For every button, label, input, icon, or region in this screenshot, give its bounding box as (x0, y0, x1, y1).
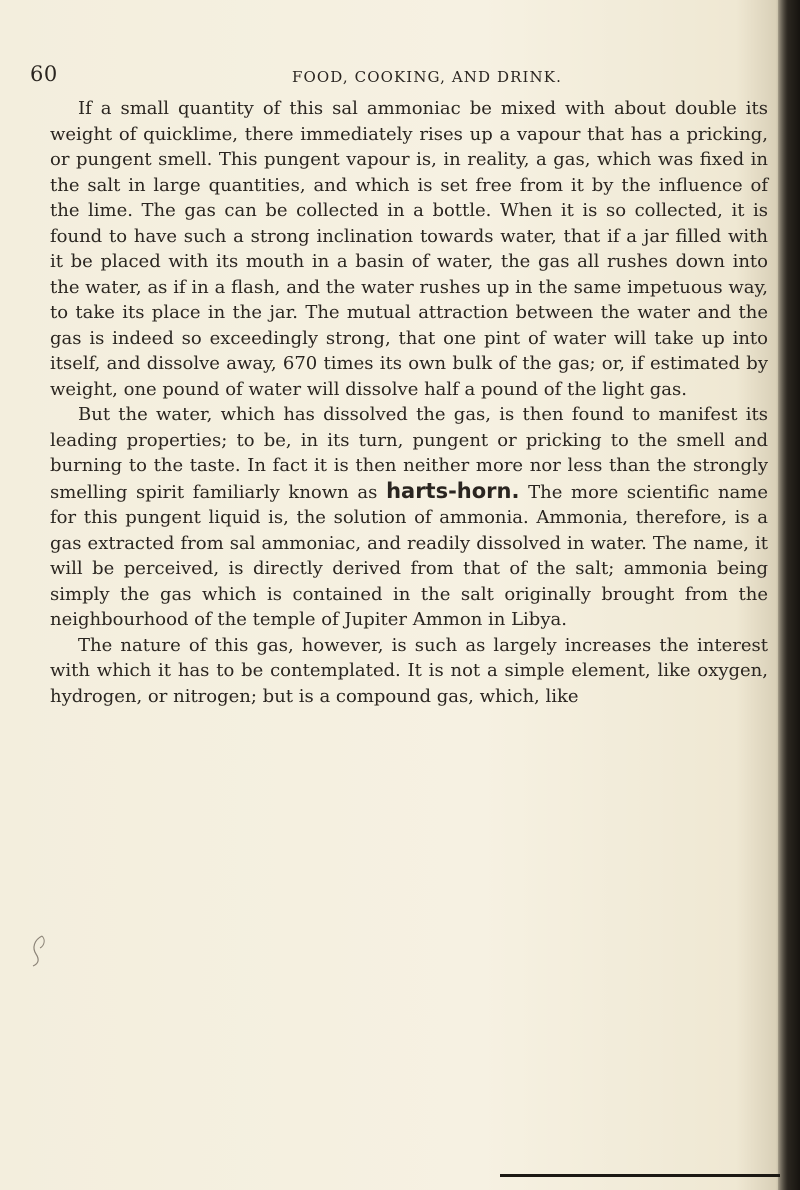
paragraph-3: The nature of this gas, however, is such as largely increases the interest with which it has to be contemplated. It is not a simple element, like oxygen, hydrogen, or nitrogen; but is a compound gas, which, like (50, 634, 768, 707)
page-binding-edge (778, 0, 800, 1190)
body-text (50, 96, 768, 709)
paragraph-1: If a small quantity of this sal ammoniac be mixed with about double its weight of quicklime, there immediately rises up a vapour that has a pricking, or pungent smell. This pungent vapour is, in reality, a gas, which was fixed in the salt in large quantities, and which is set free from it by the influence of the lime. The gas can be collected in a bottle. When it is so collected, it is found to have such a strong inclination towards water, that if a jar filled with it be placed with its mouth in a basin of water, the gas all rushes down into the water, as if in a flash, and the water rushes up in the same impetuous way, to take its place in the jar. The mutual attraction between the water and the gas is indeed so exceedingly strong, that one pint of water will take up into itself, and dissolve away, 670 times its own bulk of the gas; or, if estimated by weight, one pound of water will dissolve half a pound of the light gas. (50, 98, 768, 400)
bottom-rule (500, 1174, 780, 1177)
page-number: 60 (30, 62, 58, 86)
term-harts-horn: harts-horn. (386, 478, 520, 503)
pencil-mark-icon (30, 934, 50, 968)
running-head: FOOD, COOKING, AND DRINK. (292, 68, 562, 86)
paragraph-2-text-after: The more scientific name for this pungent liquid is, the solution of ammonia. Ammonia, therefore, is a gas extracted from sal ammoniac, and readily dissolved in water. The name, it will be perceived, is directly derived from that of the salt; ammonia being simply the gas which is contained in the salt originally brought from the neighbourhood of the temple of Jupiter Ammon in Libya. (50, 481, 768, 630)
paragraph-2-text-before: But the water, which has dissolved the gas, is then found to manifest its leading properties; to be, in its turn, pungent or pricking to the smell and burning to the taste. In fact it is then neither more nor less than the strongly smelling spirit familiarly known as (50, 404, 768, 503)
paragraph-2 (50, 402, 768, 633)
page-header (30, 62, 730, 92)
